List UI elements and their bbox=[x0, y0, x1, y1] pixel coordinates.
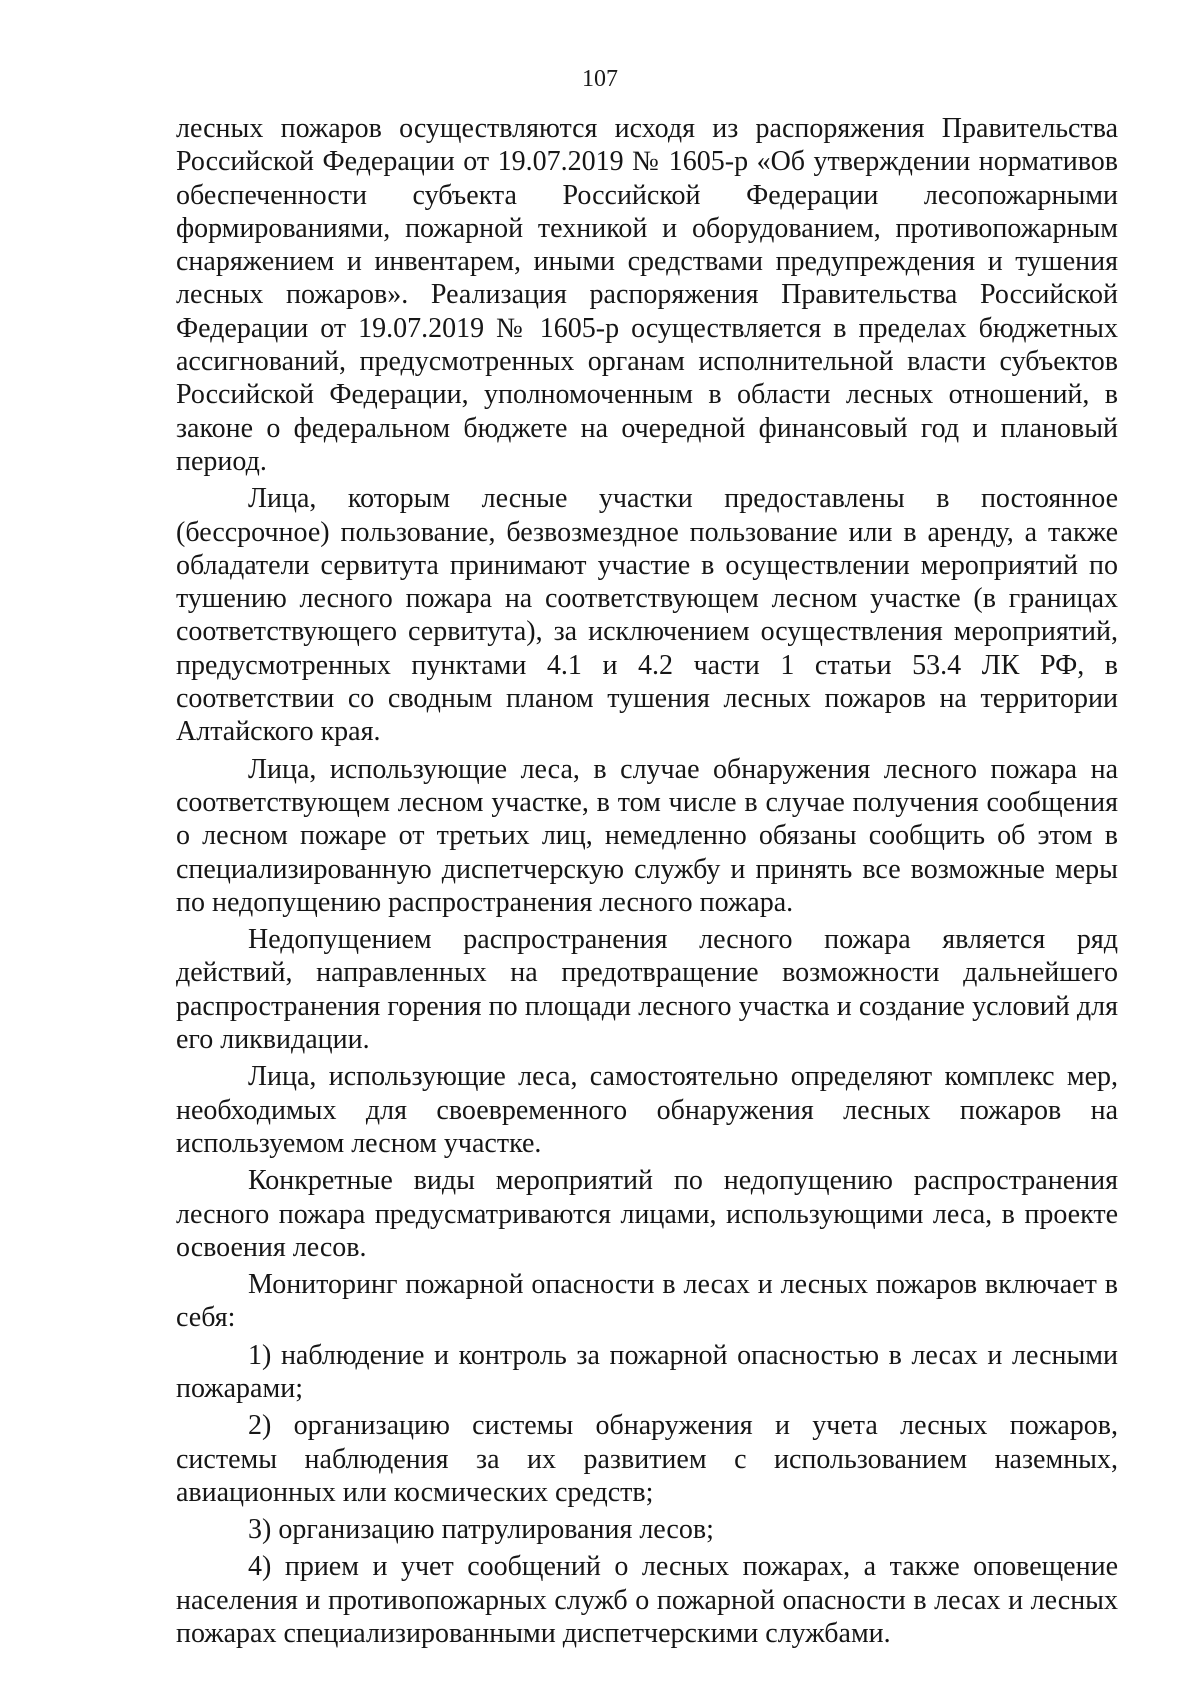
list-item-4: 4) прием и учет сообщений о лесных пожарах, а также оповещение населения и противопожарных служб о пожарной опасности в лесах и лесных пожарах специализированными диспетчерскими службами. bbox=[176, 1551, 1118, 1650]
list-item-2: 2) организацию системы обнаружения и учета лесных пожаров, системы наблюдения за их развитием с использованием наземных, авиационных или космических средств; bbox=[176, 1410, 1118, 1508]
paragraph-measures-complex: Лица, использующие леса, самостоятельно определяют комплекс мер, необходимых для своевременного обнаружения лесных пожаров на используемом лесном участке. bbox=[176, 1061, 1118, 1159]
list-item-3: 3) организацию патрулирования лесов; bbox=[248, 1514, 714, 1546]
paragraph-specific-measures: Конкретные виды мероприятий по недопущению распространения лесного пожара предусматриваются лицами, использующими леса, в проекте освоения лесов. bbox=[176, 1165, 1118, 1263]
paragraph-monitoring-intro: Мониторинг пожарной опасности в лесах и лесных пожаров включает в себя: bbox=[176, 1269, 1118, 1334]
paragraph-spread-prevention: Недопущением распространения лесного пожара является ряд действий, направленных на предотвращение возможности дальнейшего распространения горения по площади лесного участка и создание условий для его ликвидации. bbox=[176, 924, 1118, 1056]
page-number: 107 bbox=[582, 66, 618, 92]
paragraph-continuation: лесных пожаров осуществляются исходя из распоряжения Правительства Российской Федерации от 19.07.2019 № 1605-р «Об утверждении нормативов обеспеченности субъекта Российской Федерации лесопожарными формированиями, пожарной техникой и оборудованием, противопожарным снаряжением и инвентарем, иными средствами предупреждения и тушения лесных пожаров». Реализация распоряжения Правительства Российской Федерации от 19.07.2019 № 1605-р осуществляется в пределах бюджетных ассигнований, предусмотренных органам исполнительной власти субъектов Российской Федерации, уполномоченным в области лесных отношений, в законе о федеральном бюджете на очередной финансовый год и плановый период. bbox=[176, 113, 1118, 477]
document-body bbox=[176, 112, 1118, 1654]
paragraph-leaseholders: Лица, которым лесные участки предоставлены в постоянное (бессрочное) пользование, безвозмездное пользование или в аренду, а также обладатели сервитута принимают участие в осуществлении мероприятий по тушению лесного пожара на соответствующем лесном участке (в границах соответствующего сервитута), за исключением осуществления мероприятий, предусмотренных пунктами 4.1 и 4.2 части 1 статьи 53.4 ЛК РФ, в соответствии со сводным планом тушения лесных пожаров на территории Алтайского края. bbox=[176, 483, 1118, 748]
paragraph-fire-detection: Лица, использующие леса, в случае обнаружения лесного пожара на соответствующем лесном участке, в том числе в случае получения сообщения о лесном пожаре от третьих лиц, немедленно обязаны сообщить об этом в специализированную диспетчерскую службу и принять все возможные меры по недопущению распространения лесного пожара. bbox=[176, 753, 1118, 918]
list-item-1: 1) наблюдение и контроль за пожарной опасностью в лесах и лесными пожарами; bbox=[176, 1339, 1118, 1404]
